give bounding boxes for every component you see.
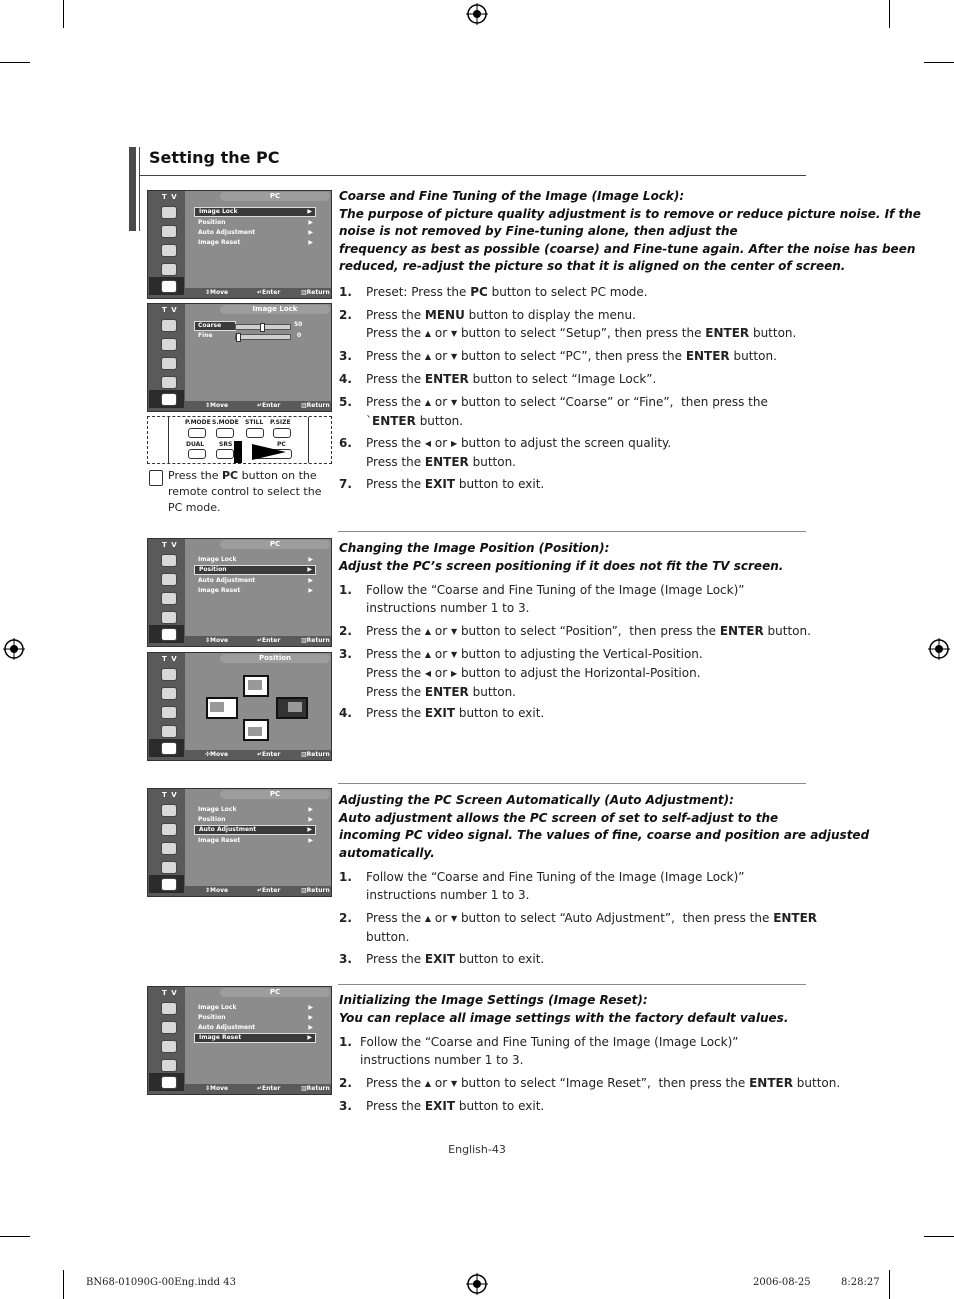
osd-header: PC [220,540,330,549]
section-position-heading: Changing the Image Position (Position): Adjust the PC’s screen positioning if it does not fit the TV screen. [339,541,784,573]
osd-item-image-lock: Image Lock ▶ [198,806,313,813]
crop-mark [889,0,890,28]
pmode-button [188,428,206,438]
section-auto-adjustment-heading: Adjusting the PC Screen Automatically (Auto Adjustment): Auto adjustment allows the PC screen of set to self-adjust to the incoming PC video signal. The values of fine, coarse and position are adjusted automatically. [339,793,870,860]
osd-pc-menu-imagelock: T V PC Image Lock ▶ Position ▶ Auto Adjustment ▶ Image Reset ▶ ⇕ Move ↵ Enter ▥ Return [147,190,332,299]
osd-item-image-lock: Image Lock ▶ [198,556,313,563]
remote-note: Press the PC button on the remote control to select the PC mode. [168,469,322,514]
crop-mark [924,1236,954,1237]
footer-date: 2006-08-25 [753,1277,811,1288]
pointer-finger-icon [234,441,242,463]
osd-pc-menu-auto-adjustment: T V PC Image Lock ▶ Position ▶ Auto Adjustment ▶ Image Reset ▶ ⇕ Move ↵ Enter ▥ Return [147,788,332,897]
osd-item-image-reset: Image Reset ▶ [198,587,313,594]
title-divider [140,175,806,176]
footer-filename: BN68-01090G-00Eng.indd 43 [86,1277,236,1288]
fine-slider [235,334,291,340]
remote-control-illustration: P.MODE S.MODE STILL P.SIZE DUAL SRS PC [147,416,332,464]
section-divider [338,984,806,985]
crop-mark [0,1236,30,1237]
osd-image-lock-adjust: T V Image Lock Coarse 50 Fine 0 ⇕ Move ↵ Enter ▥ Return [147,303,332,412]
osd-pc-menu-image-reset: T V PC Image Lock ▶ Position ▶ Auto Adjustment ▶ Image Reset ▶ ⇕ Move ↵ Enter ▥ Return [147,986,332,1095]
registration-mark-icon [928,638,950,660]
crop-mark [63,1270,64,1299]
osd-item-position: Position ▶ [194,565,316,575]
osd-item-image-lock: Image Lock ▶ [194,207,316,217]
srs-button [216,449,234,459]
psize-button [273,428,291,438]
crop-mark [889,1270,890,1299]
osd-item-image-reset: Image Reset ▶ [198,239,313,246]
position-down-screen [243,719,269,741]
osd-item-position: Position ▶ [198,219,313,226]
section-divider [338,783,806,784]
osd-item-auto-adjustment: Auto Adjustment ▶ [198,577,313,584]
osd-header: Image Lock [220,305,330,314]
osd-header: PC [220,790,330,799]
pointer-arrow-icon [252,444,286,460]
still-button [246,428,264,438]
osd-item-position: Position ▶ [198,816,313,823]
osd-item-auto-adjustment: Auto Adjustment ▶ [198,229,313,236]
osd-item-auto-adjustment: Auto Adjustment ▶ [194,825,316,835]
osd-item-image-reset: Image Reset ▶ [194,1033,316,1043]
note-icon [149,470,163,486]
smode-button [216,428,234,438]
osd-item-image-lock: Image Lock ▶ [198,1004,313,1011]
section-divider [338,531,806,532]
position-right-screen [276,697,308,719]
registration-mark-icon [3,638,25,660]
osd-coarse-label: Coarse [194,321,236,331]
section-image-reset-heading: Initializing the Image Settings (Image Reset): You can replace all image settings with the factory default values. [339,993,789,1025]
coarse-slider [235,324,291,330]
crop-mark [924,62,954,63]
crop-mark [63,0,64,28]
title-accent-bar [136,147,139,231]
page-number: English-43 [448,1143,506,1156]
footer-time: 8:28:27 [841,1277,880,1288]
crop-mark [0,62,30,63]
registration-mark-icon [466,1273,488,1295]
position-up-screen [243,675,269,697]
osd-item-auto-adjustment: Auto Adjustment ▶ [198,1024,313,1031]
position-left-screen [206,697,238,719]
osd-pc-menu-position: T V PC Image Lock ▶ Position ▶ Auto Adjustment ▶ Image Reset ▶ ⇕ Move ↵ Enter ▥ Return [147,538,332,647]
dual-button [188,449,206,459]
page-title: Setting the PC [149,148,280,167]
osd-header: Position [220,654,330,663]
registration-mark-icon [466,3,488,25]
osd-header: PC [220,988,330,997]
osd-item-image-reset: Image Reset ▶ [198,837,313,844]
osd-item-position: Position ▶ [198,1014,313,1021]
section-image-lock-heading: Coarse and Fine Tuning of the Image (Image Lock): The purpose of picture quality adjustment is to remove or reduce picture noise. If the noise is not removed by Fine-tuning alone, then adjust the frequency as best as possible (coarse) and Fine-tune again. After the noise has been reduced, re-adjust the picture so that it is aligned on the center of screen. [339,189,921,273]
osd-header: PC [220,192,330,201]
osd-position-adjust: T V Position ✣ Move ↵ Enter ▥ Return [147,652,332,761]
osd-fine-label: Fine [198,332,213,339]
